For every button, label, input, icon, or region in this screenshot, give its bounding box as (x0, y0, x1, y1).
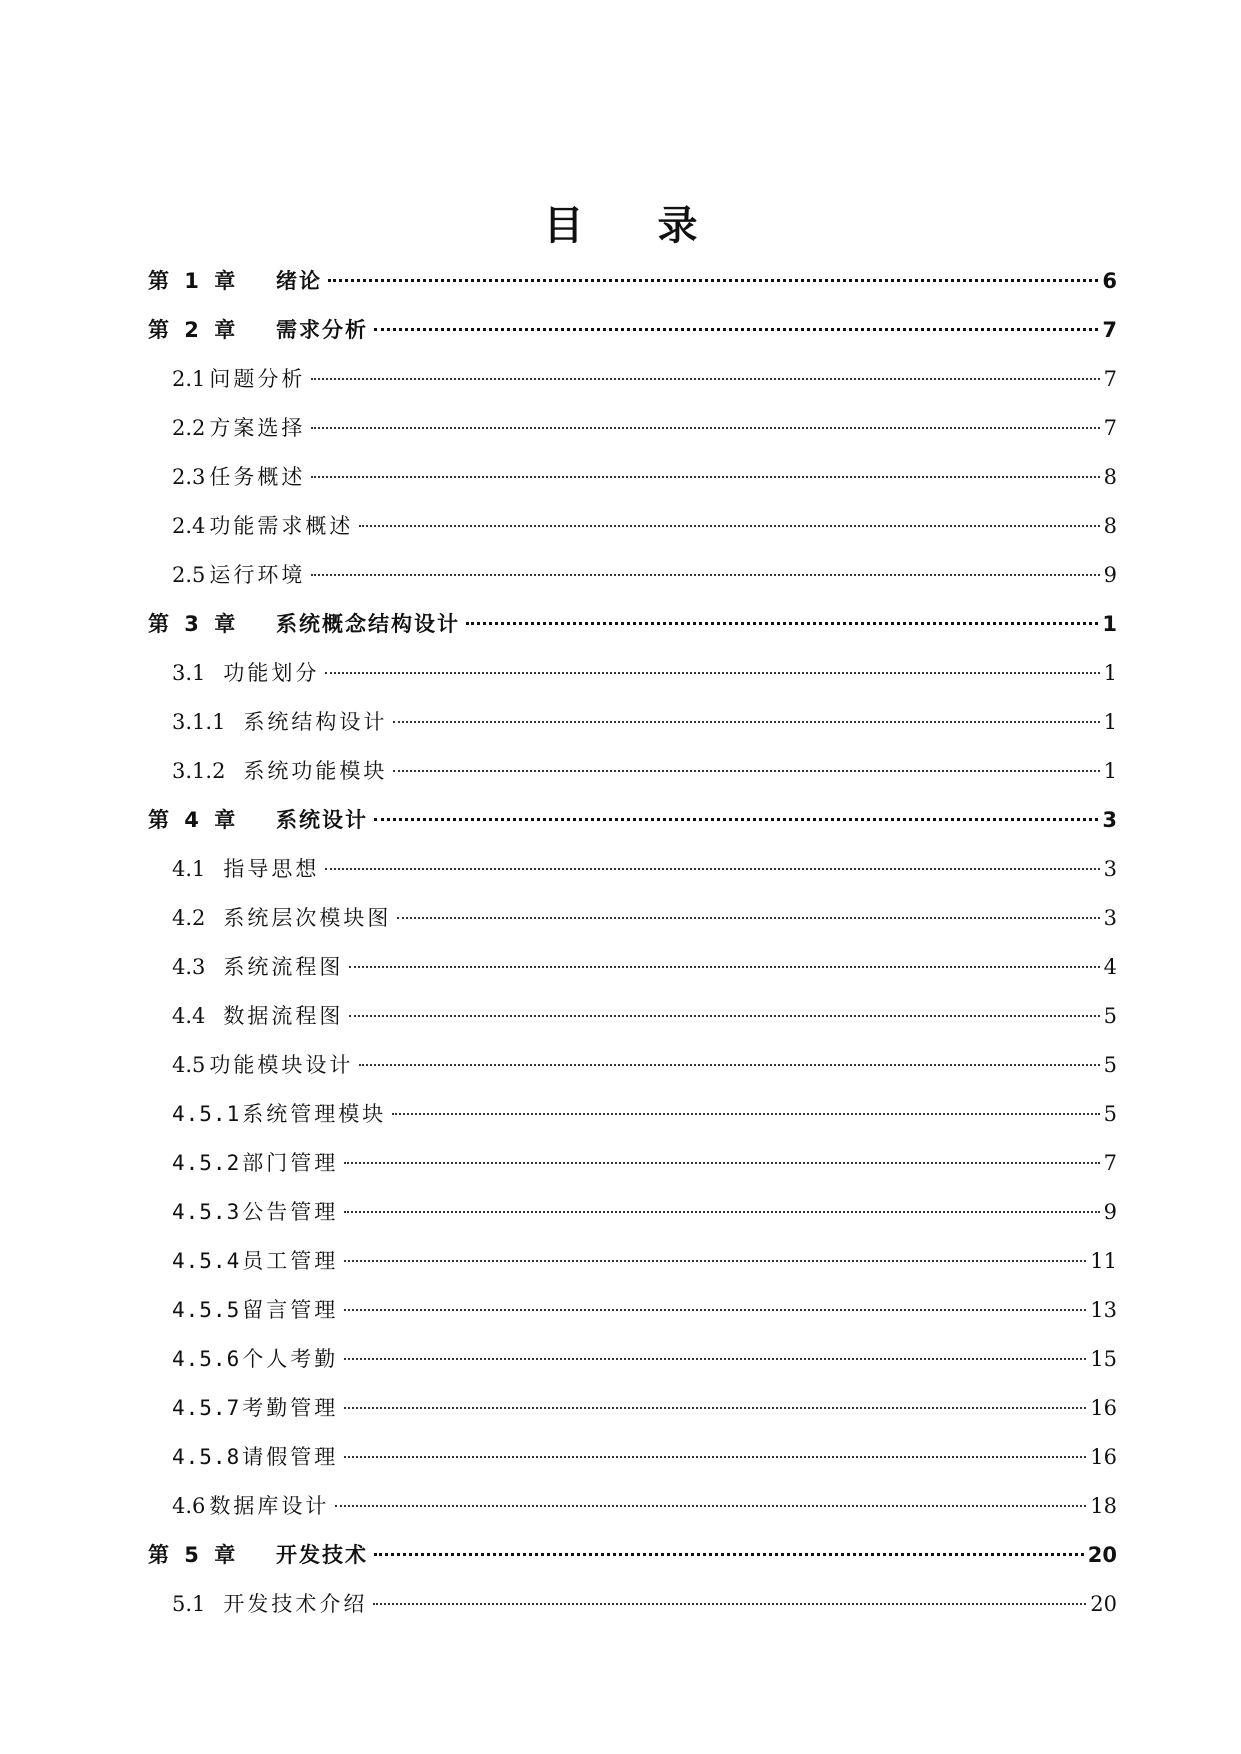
toc-entry-number: 5.1 (172, 1592, 206, 1616)
toc-section-entry[interactable] (0, 1246, 1241, 1295)
table-of-contents (0, 266, 1241, 1638)
toc-dot-leader (397, 917, 1099, 919)
toc-section-entry[interactable] (0, 854, 1241, 903)
toc-section-entry[interactable] (0, 707, 1241, 756)
toc-section-entry[interactable] (0, 1491, 1241, 1540)
toc-entry-number: 2.4 (172, 514, 206, 538)
toc-entry-title: 个人考勤 (242, 1347, 339, 1371)
toc-page-number: 18 (1090, 1494, 1117, 1518)
toc-section-entry[interactable] (0, 903, 1241, 952)
toc-entry-title: 留言管理 (242, 1298, 339, 1322)
toc-entry-number: 4.5.1 (172, 1102, 241, 1126)
toc-dot-leader (374, 328, 1098, 331)
toc-section-entry[interactable] (0, 364, 1241, 413)
toc-section-entry[interactable] (0, 413, 1241, 462)
toc-page-number: 1 (1102, 612, 1117, 636)
toc-entry-title: 公告管理 (242, 1200, 339, 1224)
toc-entry-number: 4.1 (172, 857, 206, 881)
toc-entry-number: 2.5 (172, 563, 206, 587)
toc-dot-leader (311, 476, 1099, 478)
toc-entry-number: 2.1 (172, 367, 206, 391)
toc-section-entry[interactable] (0, 1148, 1241, 1197)
toc-section-entry[interactable] (0, 756, 1241, 805)
toc-dot-leader (466, 622, 1098, 625)
toc-dot-leader (359, 525, 1099, 527)
toc-entry-title: 问题分析 (209, 367, 306, 391)
toc-entry-title: 数据流程图 (223, 1004, 344, 1028)
toc-entry-title: 功能需求概述 (209, 514, 354, 538)
toc-section-entry[interactable] (0, 1050, 1241, 1099)
toc-entry-number: 4.2 (172, 906, 206, 930)
toc-chapter-entry[interactable] (0, 609, 1241, 658)
toc-entry-number: 4.5.8 (172, 1445, 241, 1469)
toc-dot-leader (325, 868, 1099, 870)
toc-entry-number: 3.1.1 (172, 710, 226, 734)
toc-entry-number: 3.1.2 (172, 759, 226, 783)
toc-section-entry[interactable] (0, 560, 1241, 609)
toc-page-number: 9 (1103, 1200, 1117, 1224)
toc-dot-leader (374, 818, 1098, 821)
toc-page-number: 5 (1103, 1004, 1117, 1028)
toc-entry-title: 运行环境 (209, 563, 306, 587)
toc-page-number: 15 (1090, 1347, 1117, 1371)
toc-entry-title: 请假管理 (242, 1445, 339, 1469)
toc-entry-number: 第 5 章 (148, 1543, 240, 1567)
toc-entry-title: 任务概述 (209, 465, 306, 489)
toc-entry-number: 4.4 (172, 1004, 206, 1028)
toc-entry-number: 第 3 章 (148, 612, 240, 636)
toc-entry-title: 开发技术 (276, 1543, 368, 1567)
toc-entry-number: 4.5.5 (172, 1298, 241, 1322)
toc-entry-title: 系统流程图 (223, 955, 344, 979)
toc-entry-number: 第 4 章 (148, 808, 240, 832)
toc-page-number: 11 (1090, 1249, 1117, 1273)
toc-chapter-entry[interactable] (0, 1540, 1241, 1589)
toc-entry-number: 2.2 (172, 416, 206, 440)
toc-entry-title: 系统管理模块 (242, 1102, 387, 1126)
toc-section-entry[interactable] (0, 1442, 1241, 1491)
toc-chapter-entry[interactable] (0, 315, 1241, 364)
toc-dot-leader (328, 279, 1098, 282)
toc-entry-title: 考勤管理 (242, 1396, 339, 1420)
toc-page-number: 7 (1103, 1151, 1117, 1175)
toc-dot-leader (349, 1015, 1099, 1017)
toc-section-entry[interactable] (0, 1099, 1241, 1148)
toc-section-entry[interactable] (0, 1001, 1241, 1050)
toc-title: 目 录 (543, 203, 728, 249)
toc-page-number: 7 (1103, 367, 1117, 391)
toc-entry-number: 4.5.7 (172, 1396, 241, 1420)
toc-entry-number: 4.5.3 (172, 1200, 241, 1224)
toc-entry-number: 2.3 (172, 465, 206, 489)
toc-dot-leader (325, 672, 1099, 674)
toc-page-number: 5 (1103, 1102, 1117, 1126)
toc-dot-leader (393, 770, 1099, 772)
toc-section-entry[interactable] (0, 1393, 1241, 1442)
toc-page-number: 8 (1103, 465, 1117, 489)
toc-page-number: 5 (1103, 1053, 1117, 1077)
toc-page-number: 20 (1087, 1543, 1117, 1567)
toc-page-number: 13 (1090, 1298, 1117, 1322)
toc-entry-title: 绪论 (276, 269, 322, 293)
toc-page-number: 16 (1090, 1396, 1117, 1420)
toc-dot-leader (344, 1358, 1086, 1360)
toc-dot-leader (335, 1505, 1086, 1507)
toc-entry-title: 系统结构设计 (243, 710, 388, 734)
toc-entry-title: 开发技术介绍 (223, 1592, 368, 1616)
toc-page-number: 7 (1102, 318, 1117, 342)
toc-dot-leader (311, 574, 1099, 576)
toc-entry-title: 功能模块设计 (209, 1053, 354, 1077)
toc-section-entry[interactable] (0, 1589, 1241, 1638)
toc-dot-leader (344, 1309, 1086, 1311)
toc-entry-title: 数据库设计 (209, 1494, 330, 1518)
toc-entry-number: 4.5 (172, 1053, 206, 1077)
toc-page-number: 8 (1103, 514, 1117, 538)
toc-dot-leader (349, 966, 1099, 968)
toc-entry-number: 4.5.2 (172, 1151, 241, 1175)
toc-page-number: 4 (1103, 955, 1117, 979)
toc-dot-leader (393, 721, 1099, 723)
toc-page-number: 7 (1103, 416, 1117, 440)
toc-dot-leader (344, 1211, 1099, 1213)
toc-section-entry[interactable] (0, 1197, 1241, 1246)
toc-page-number: 1 (1103, 759, 1117, 783)
toc-dot-leader (373, 1603, 1086, 1605)
toc-section-entry[interactable] (0, 1344, 1241, 1393)
toc-page-number: 3 (1103, 857, 1117, 881)
toc-chapter-entry[interactable] (0, 805, 1241, 854)
toc-entry-title: 系统功能模块 (243, 759, 388, 783)
toc-page-number: 3 (1102, 808, 1117, 832)
toc-dot-leader (344, 1162, 1099, 1164)
toc-page-number: 1 (1103, 661, 1117, 685)
toc-entry-number: 第 1 章 (148, 269, 240, 293)
toc-entry-title: 系统概念结构设计 (276, 612, 460, 636)
toc-dot-leader (392, 1113, 1099, 1115)
toc-dot-leader (344, 1260, 1086, 1262)
toc-entry-number: 第 2 章 (148, 318, 240, 342)
toc-entry-title: 方案选择 (209, 416, 306, 440)
toc-section-entry[interactable] (0, 952, 1241, 1001)
toc-dot-leader (344, 1407, 1086, 1409)
toc-entry-title: 系统设计 (276, 808, 368, 832)
toc-page-number: 20 (1090, 1592, 1117, 1616)
toc-entry-title: 指导思想 (223, 857, 320, 881)
toc-entry-title: 系统层次模块图 (223, 906, 392, 930)
toc-entry-number: 4.3 (172, 955, 206, 979)
toc-entry-title: 功能划分 (223, 661, 320, 685)
toc-entry-title: 需求分析 (276, 318, 368, 342)
toc-entry-title: 部门管理 (242, 1151, 339, 1175)
toc-page-number: 3 (1103, 906, 1117, 930)
toc-chapter-entry[interactable] (0, 266, 1241, 315)
toc-section-entry[interactable] (0, 462, 1241, 511)
toc-section-entry[interactable] (0, 658, 1241, 707)
toc-entry-number: 4.5.4 (172, 1249, 241, 1273)
toc-section-entry[interactable] (0, 1295, 1241, 1344)
toc-page-number: 1 (1103, 710, 1117, 734)
toc-entry-number: 4.6 (172, 1494, 206, 1518)
toc-dot-leader (344, 1456, 1086, 1458)
toc-entry-number: 4.5.6 (172, 1347, 241, 1371)
toc-entry-title: 员工管理 (242, 1249, 339, 1273)
toc-page-number: 16 (1090, 1445, 1117, 1469)
toc-page-number: 6 (1102, 269, 1117, 293)
toc-dot-leader (311, 427, 1099, 429)
toc-dot-leader (374, 1553, 1084, 1556)
toc-dot-leader (359, 1064, 1099, 1066)
toc-page-number: 9 (1103, 563, 1117, 587)
toc-dot-leader (311, 378, 1099, 380)
toc-section-entry[interactable] (0, 511, 1241, 560)
toc-entry-number: 3.1 (172, 661, 206, 685)
